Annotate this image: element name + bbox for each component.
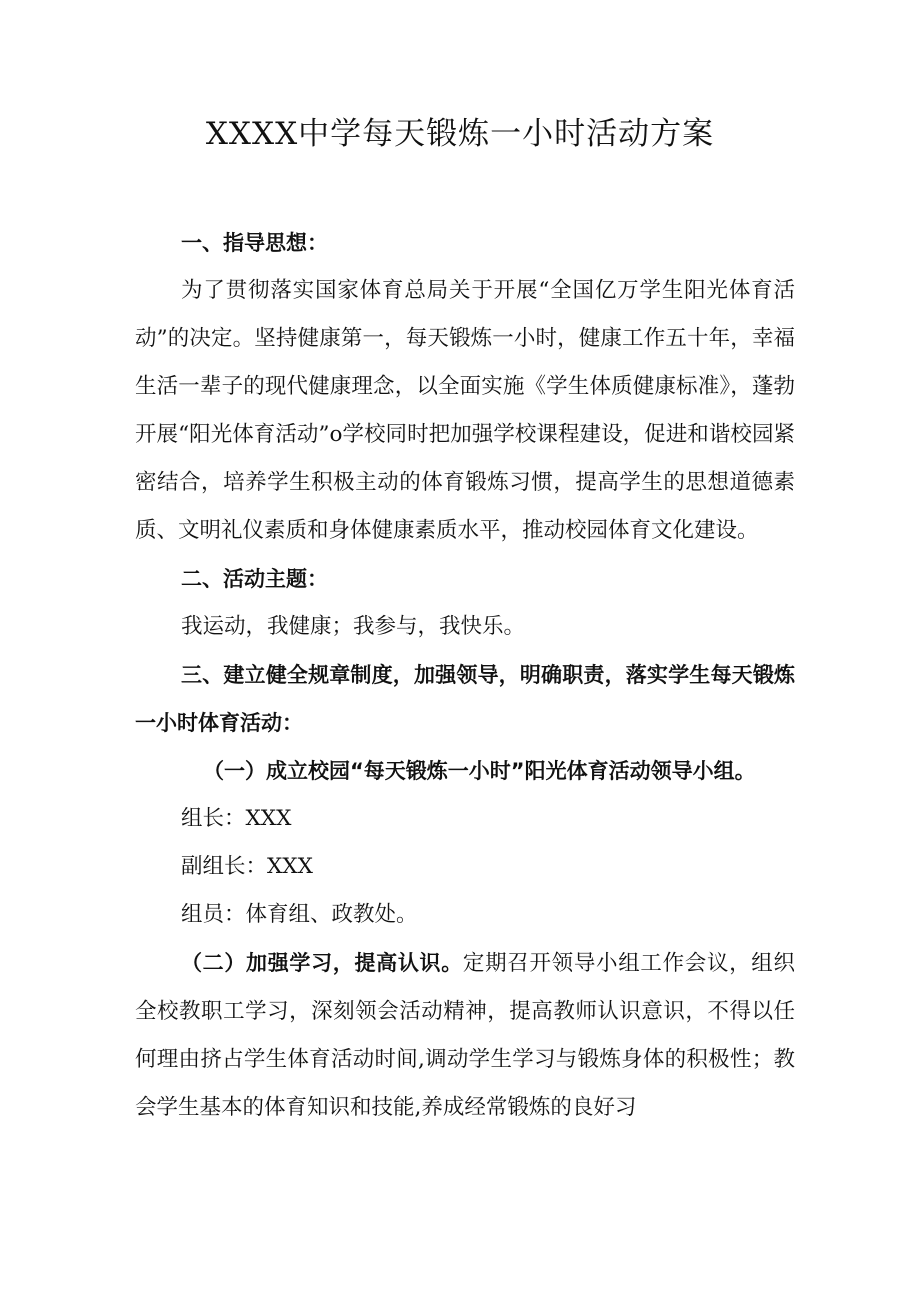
deputy-leader-line: 副组长：XXX [181,854,313,879]
section-heading-regulations: 三、建立健全规章制度，加强领导，明确职责，落实学生每天锻炼一小时体育活动： [135,663,795,735]
document-body [135,219,795,1132]
study-awareness-text: 定期召开领导小组工作会议，组织全校教职工学习，深刻领会活动精神，提高教师认识意识，不得以任何理由挤占学生体育活动时间,调动学生学习与锻炼身体的积极性；教会学生基本的体育知识和技能,养成经常锻炼的良好习 [135,951,795,1120]
document-title: XXXX中学每天锻炼一小时活动方案 [205,116,715,152]
paragraph-study-awareness [135,939,795,1132]
subsection-heading-leadership-group: （一）成立校园“每天锻炼一小时”阳光体育活动领导小组。 [203,759,756,783]
section-heading-guiding-ideology: 一、指导思想： [181,231,328,255]
section-heading-activity-theme: 二、活动主题： [181,567,328,591]
members-line: 组员：体育组、政教处。 [181,902,418,927]
paragraph-activity-theme: 我运动，我健康；我参与，我快乐。 [181,614,526,639]
subsection-heading-study-awareness: （二）加强学习，提高认识。 [181,951,463,975]
leader-line: 组长：XXX [181,806,292,831]
paragraph-guiding-ideology: 为了贯彻落实国家体育总局关于开展“全国亿万学生阳光体育活动”的决定。坚持健康第一，每天锻炼一小时，健康工作五十年，幸福生活一辈子的现代健康理念，以全面实施《学生体质健康标准》，蓬勃开展“阳光体育活动”o学校同时把加强学校课程建设，促进和谐校园紧密结合，培养学生积极主动的体育锻炼习惯，提高学生的思想道德素质、文明礼仪素质和身体健康素质水平，推动校园体育文化建设。 [135,278,795,543]
